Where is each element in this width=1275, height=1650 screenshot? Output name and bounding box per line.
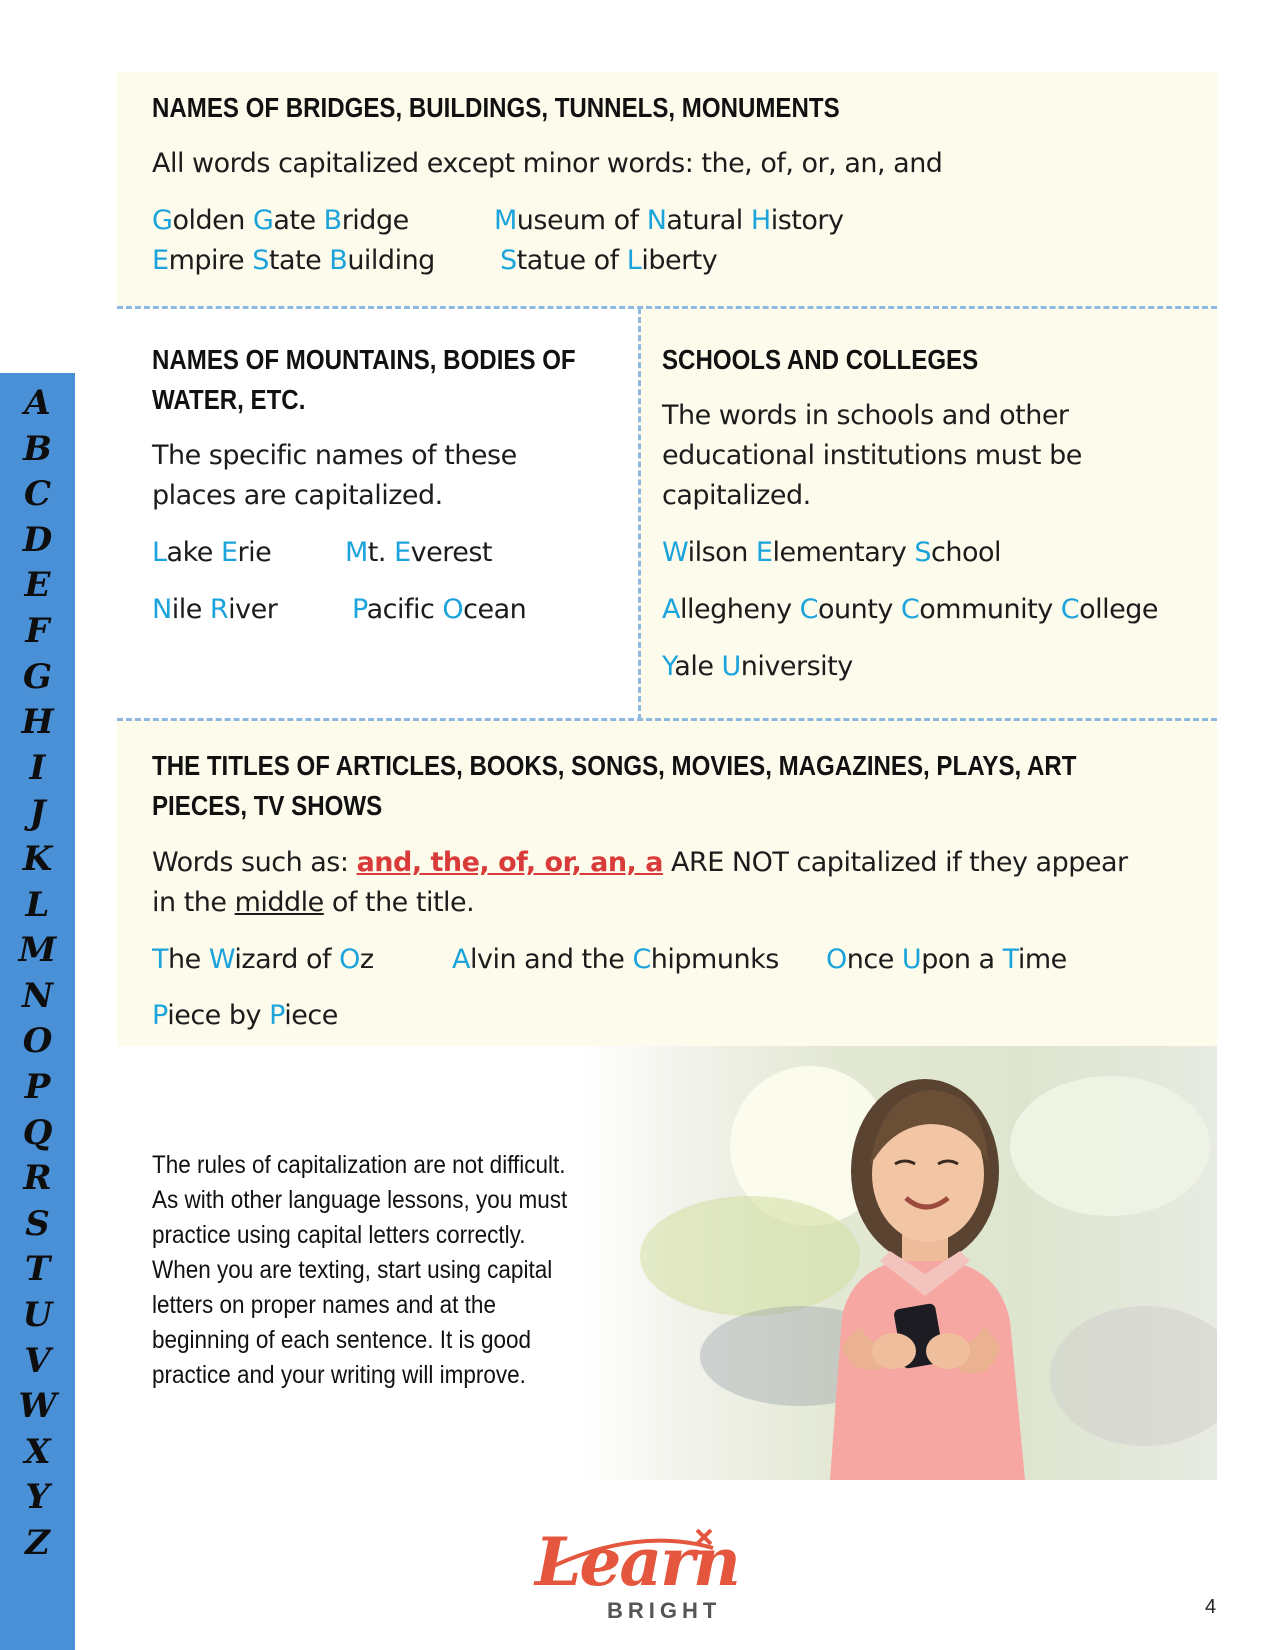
word-rest: acific	[366, 594, 443, 625]
capital-letter: T	[1002, 944, 1018, 975]
titles-rule-prefix: Words such as:	[152, 847, 357, 878]
schools-heading: SCHOOLS AND COLLEGES	[662, 344, 979, 375]
capital-letter: A	[662, 594, 680, 625]
closing-note	[152, 1148, 566, 1393]
example-golden-gate	[152, 201, 409, 241]
word-rest: ilson	[687, 537, 756, 568]
example-alvin-chipmunks	[452, 940, 779, 980]
capital-letter: W	[208, 944, 235, 975]
alphabet-letter: T	[24, 1249, 51, 1290]
capital-letter: C	[799, 594, 818, 625]
page-number: 4	[1205, 1596, 1217, 1618]
divider-top	[117, 306, 1217, 309]
titles-heading-line2: PIECES, TV SHOWS	[152, 790, 383, 821]
learn-bright-logo	[535, 1522, 745, 1632]
capital-letter: P	[152, 1000, 168, 1031]
alphabet-letter: P	[24, 1067, 51, 1107]
mountains-rule-line1: The specific names of these	[152, 440, 517, 471]
alphabet-letter: M	[18, 930, 57, 971]
alphabet-letter: R	[23, 1158, 52, 1199]
word-rest: iece	[284, 1000, 338, 1031]
alphabet-strip	[0, 373, 75, 1650]
word-rest: iece by	[167, 1000, 270, 1031]
example-museum	[494, 201, 843, 241]
alphabet-letter: Q	[22, 1112, 53, 1153]
schools-rule-line1: The words in schools and other	[662, 400, 1069, 431]
titles-rule-middle: middle	[234, 887, 324, 918]
capital-letter: R	[209, 594, 229, 625]
word-rest: hipmunks	[650, 944, 779, 975]
alphabet-letter: J	[29, 793, 46, 834]
capital-letter: O	[826, 944, 847, 975]
alphabet-letter: E	[24, 565, 51, 606]
word-rest: llegheny	[679, 594, 800, 625]
capital-letter: U	[721, 651, 741, 682]
divider-vertical	[638, 308, 641, 720]
alphabet-letter: Z	[25, 1523, 50, 1563]
capital-letter: N	[152, 594, 172, 625]
titles-rule-minor-words: and, the, of, or, an, a	[356, 847, 663, 878]
logo-subtitle: BRIGHT	[607, 1598, 722, 1623]
word-rest: he	[168, 944, 209, 975]
example-piece-by-piece	[152, 996, 338, 1036]
titles-rule-line2	[152, 883, 474, 923]
alphabet-letter: B	[23, 428, 52, 469]
titles-rule-line2-suffix: of the title.	[323, 887, 475, 918]
word-rest: lvin and the	[469, 944, 633, 975]
capital-letter: M	[345, 537, 368, 568]
word-rest: iver	[228, 594, 278, 625]
capital-letter: E	[755, 537, 773, 568]
girl-texting-photo	[580, 1046, 1217, 1480]
word-rest: uilding	[347, 245, 435, 276]
capital-letter: H	[750, 205, 771, 236]
capital-letter: G	[152, 205, 173, 236]
girl-figure	[580, 1046, 1217, 1480]
word-rest: z	[359, 944, 374, 975]
word-rest: olden	[172, 205, 253, 236]
alphabet-letter: W	[18, 1386, 57, 1427]
note-line: practice and your writing will improve.	[152, 1361, 526, 1389]
example-statue-liberty	[500, 241, 717, 281]
titles-heading-line1: THE TITLES OF ARTICLES, BOOKS, SONGS, MOVIES, MAGAZINES, PLAYS, ART	[152, 750, 1077, 781]
example-pacific-ocean	[352, 590, 526, 630]
alphabet-letter: U	[22, 1295, 53, 1335]
capital-letter: L	[626, 245, 642, 276]
mountains-heading-line1: NAMES OF MOUNTAINS, BODIES OF	[152, 344, 576, 375]
alphabet-letter: V	[24, 1340, 51, 1381]
capital-letter: E	[152, 245, 169, 276]
alphabet-letter: X	[24, 1431, 51, 1472]
titles-rule-line2-prefix: in the	[152, 887, 235, 918]
word-rest: iberty	[641, 245, 718, 276]
note-line: When you are texting, start using capital	[152, 1256, 553, 1284]
alphabet-letter: D	[22, 519, 53, 560]
titles-rule-line1	[152, 843, 1128, 883]
capital-letter: L	[152, 537, 167, 568]
word-rest: verest	[410, 537, 492, 568]
capital-letter: M	[494, 205, 517, 236]
example-wilson-school	[662, 533, 1001, 573]
bridges-rule: All words capitalized except minor words: the, of, or, an, and	[152, 148, 943, 179]
alphabet-letter: G	[22, 656, 53, 697]
capital-letter: C	[1060, 594, 1080, 625]
capital-letter: E	[220, 537, 238, 568]
note-line: As with other language lessons, you must	[152, 1186, 568, 1214]
word-rest: mpire	[168, 245, 253, 276]
word-rest: ounty	[818, 594, 901, 625]
word-rest: atural	[666, 205, 751, 236]
example-allegheny-college	[662, 590, 1158, 630]
word-rest: chool	[931, 537, 1002, 568]
capital-letter: A	[452, 944, 470, 975]
word-rest: ate	[273, 205, 324, 236]
word-rest: rie	[237, 537, 272, 568]
example-empire-state	[152, 241, 435, 281]
capital-letter: C	[632, 944, 651, 975]
word-rest: t.	[367, 537, 395, 568]
alphabet-letter: S	[25, 1203, 50, 1244]
capital-letter: T	[152, 944, 168, 975]
capital-letter: S	[252, 245, 269, 276]
mountains-rule-line2: places are capitalized.	[152, 480, 443, 511]
capital-letter: O	[339, 944, 360, 975]
example-nile-river	[152, 590, 277, 630]
alphabet-letter: K	[22, 839, 53, 879]
word-rest: ale	[674, 651, 722, 682]
capital-letter: N	[646, 205, 667, 236]
capital-letter: U	[901, 944, 922, 975]
capital-letter: G	[252, 205, 274, 236]
alphabet-letter: L	[25, 884, 50, 925]
capital-letter: S	[914, 537, 932, 568]
example-once-upon-a-time	[826, 940, 1067, 980]
capital-letter: C	[900, 594, 920, 625]
note-line: letters on proper names and at the	[152, 1291, 496, 1319]
word-rest: tate	[268, 245, 330, 276]
logo-wordmark: Learn	[535, 1523, 739, 1601]
example-wizard-of-oz	[152, 940, 374, 980]
alphabet-letter: H	[21, 702, 54, 743]
word-rest: istory	[770, 205, 844, 236]
word-rest: tatue of	[516, 245, 627, 276]
example-lake-erie	[152, 533, 271, 573]
word-rest: ile	[171, 594, 210, 625]
schools-rule-line2: educational institutions must be	[662, 440, 1082, 471]
capital-letter: B	[323, 205, 342, 236]
alphabet-letter: A	[24, 383, 51, 423]
word-rest: ommunity	[919, 594, 1061, 625]
note-line: practice using capital letters correctly.	[152, 1221, 526, 1249]
alphabet-letter: C	[23, 474, 52, 515]
note-line: The rules of capitalization are not difficult.	[152, 1151, 566, 1179]
schools-rule-line3: capitalized.	[662, 480, 811, 511]
word-rest: ridge	[341, 205, 409, 236]
word-rest: ake	[166, 537, 221, 568]
alphabet-letter: I	[29, 747, 46, 788]
alphabet-letter: O	[22, 1021, 53, 1062]
titles-rule-suffix: ARE NOT capitalized if they appear	[662, 847, 1128, 878]
alphabet-letter: Y	[25, 1477, 50, 1518]
capital-letter: S	[500, 245, 517, 276]
mountains-heading-line2: WATER, ETC.	[152, 384, 306, 415]
capital-letter: O	[442, 594, 464, 625]
word-rest: cean	[463, 594, 527, 625]
alphabet-letter: F	[25, 611, 50, 651]
capital-letter: P	[352, 594, 367, 625]
divider-bottom	[117, 718, 1217, 721]
word-rest: lementary	[772, 537, 915, 568]
alphabet-letter: N	[21, 975, 54, 1016]
bridges-heading: NAMES OF BRIDGES, BUILDINGS, TUNNELS, MONUMENTS	[152, 92, 840, 123]
capital-letter: W	[662, 537, 688, 568]
word-rest: izard of	[234, 944, 340, 975]
capital-letter: E	[394, 537, 411, 568]
example-yale	[662, 647, 853, 687]
word-rest: useum of	[516, 205, 647, 236]
word-rest: niversity	[740, 651, 853, 682]
capital-letter: B	[329, 245, 348, 276]
capital-letter: Y	[662, 651, 675, 682]
word-rest: ollege	[1079, 594, 1159, 625]
example-mt-everest	[345, 533, 492, 573]
word-rest: nce	[846, 944, 902, 975]
note-line: beginning of each sentence. It is good	[152, 1326, 532, 1354]
capital-letter: P	[269, 1000, 285, 1031]
word-rest: pon a	[921, 944, 1003, 975]
word-rest: ime	[1017, 944, 1067, 975]
